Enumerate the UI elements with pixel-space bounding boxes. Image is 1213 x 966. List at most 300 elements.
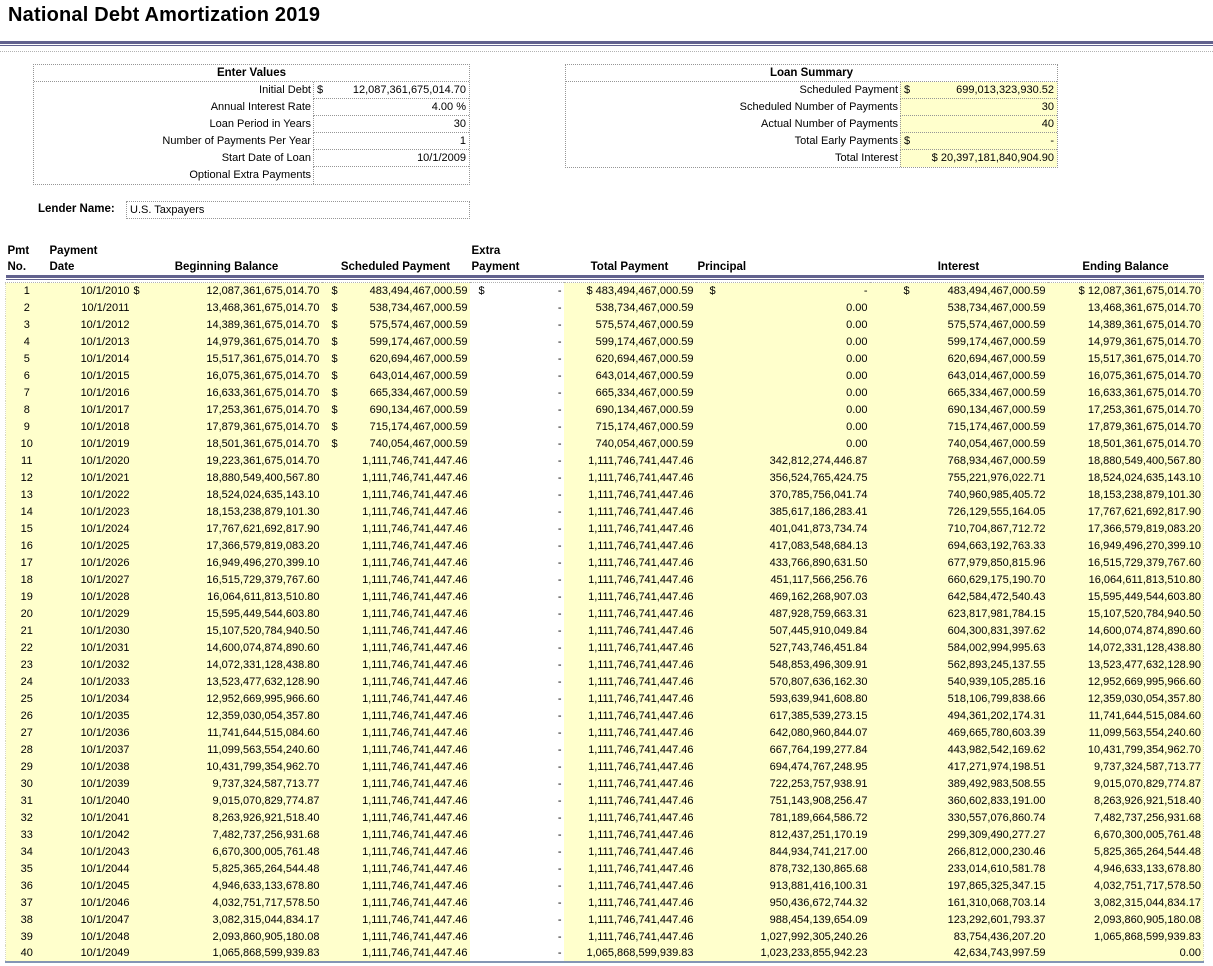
table-cell: $ 483,494,467,000.59 — [322, 282, 470, 299]
table-cell: 1,111,746,741,447.46 — [564, 809, 696, 826]
table-cell: 469,665,780,603.39 — [870, 724, 1048, 741]
table-cell: - — [470, 690, 564, 707]
table-cell: - — [470, 333, 564, 350]
table-cell: 385,617,186,283.41 — [696, 503, 870, 520]
table-cell: 0.00 — [696, 401, 870, 418]
table-cell: 781,189,664,586.72 — [696, 809, 870, 826]
table-cell: - — [470, 758, 564, 775]
table-cell: 14,389,361,675,014.70 — [132, 316, 322, 333]
table-cell: - — [470, 299, 564, 316]
table-cell: 726,129,555,164.05 — [870, 503, 1048, 520]
table-cell: 370,785,756,041.74 — [696, 486, 870, 503]
table-cell: 38 — [6, 911, 48, 928]
table-cell: 18,880,549,400,567.80 — [132, 469, 322, 486]
table-cell: 1,111,746,741,447.46 — [322, 520, 470, 537]
table-cell: 17,366,579,819,083.20 — [132, 537, 322, 554]
table-cell: 740,054,467,000.59 — [870, 435, 1048, 452]
table-header — [6, 243, 1204, 282]
table-cell: - — [470, 486, 564, 503]
table-cell: 1,111,746,741,447.46 — [322, 588, 470, 605]
table-cell: - — [470, 418, 564, 435]
loan-period-input[interactable]: 30 — [313, 116, 469, 133]
table-cell: 667,764,199,277.84 — [696, 741, 870, 758]
table-cell: 1,111,746,741,447.46 — [564, 537, 696, 554]
table-cell: 32 — [6, 809, 48, 826]
table-cell: 5 — [6, 350, 48, 367]
table-cell: 878,732,130,865.68 — [696, 860, 870, 877]
table-cell: 13 — [6, 486, 48, 503]
table-cell: 13,523,477,632,128.90 — [1048, 656, 1204, 673]
table-cell: $ - — [470, 282, 564, 299]
table-cell: $ 575,574,467,000.59 — [322, 316, 470, 333]
table-cell: 16,949,496,270,399.10 — [132, 554, 322, 571]
table-row — [6, 418, 1204, 435]
table-cell: - — [470, 894, 564, 911]
actual-payments-count-value: 40 — [900, 116, 1057, 133]
table-cell: 330,557,076,860.74 — [870, 809, 1048, 826]
table-cell: 1,111,746,741,447.46 — [322, 928, 470, 945]
table-cell: 10/1/2032 — [48, 656, 132, 673]
table-cell: 5,825,365,264,544.48 — [132, 860, 322, 877]
table-cell: 16,064,611,813,510.80 — [1048, 571, 1204, 588]
table-cell: 17,767,621,692,817.90 — [132, 520, 322, 537]
table-cell: 16,633,361,675,014.70 — [132, 384, 322, 401]
table-cell: 1,111,746,741,447.46 — [564, 860, 696, 877]
table-cell: 10/1/2012 — [48, 316, 132, 333]
table-cell: - — [470, 928, 564, 945]
optional-extra-payments-label: Optional Extra Payments — [189, 169, 311, 181]
table-cell: 11,741,644,515,084.60 — [1048, 707, 1204, 724]
table-cell: 1,111,746,741,447.46 — [322, 911, 470, 928]
table-cell: $ 538,734,467,000.59 — [322, 299, 470, 316]
table-cell: 1,111,746,741,447.46 — [564, 588, 696, 605]
table-cell: 18,153,238,879,101.30 — [132, 503, 322, 520]
table-cell: 10/1/2013 — [48, 333, 132, 350]
table-cell: $ 483,494,467,000.59 — [564, 282, 696, 299]
table-cell: 1,111,746,741,447.46 — [564, 452, 696, 469]
table-cell: 10/1/2025 — [48, 537, 132, 554]
table-cell: 433,766,890,631.50 — [696, 554, 870, 571]
table-cell: 9,015,070,829,774.87 — [1048, 775, 1204, 792]
table-row — [6, 826, 1204, 843]
table-cell: 469,162,268,907.03 — [696, 588, 870, 605]
table-cell: 10/1/2038 — [48, 758, 132, 775]
table-cell: 1,111,746,741,447.46 — [564, 741, 696, 758]
table-cell: 1,111,746,741,447.46 — [322, 639, 470, 656]
table-cell: 643,014,467,000.59 — [564, 367, 696, 384]
table-cell: 1,023,233,855,942.23 — [696, 945, 870, 962]
table-cell: 18,501,361,675,014.70 — [1048, 435, 1204, 452]
table-cell: 19 — [6, 588, 48, 605]
total-early-payments-row — [566, 133, 1057, 150]
actual-payments-count-row — [566, 116, 1057, 133]
table-cell: 10/1/2024 — [48, 520, 132, 537]
column-header-date: Payment Date — [49, 245, 98, 273]
table-cell: 1,111,746,741,447.46 — [322, 486, 470, 503]
table-row — [6, 741, 1204, 758]
table-cell: $ 12,087,361,675,014.70 — [1048, 282, 1204, 299]
table-cell: - — [470, 571, 564, 588]
table-row — [6, 792, 1204, 809]
table-cell: 1,111,746,741,447.46 — [564, 724, 696, 741]
table-cell: 443,982,542,169.62 — [870, 741, 1048, 758]
table-cell: 620,694,467,000.59 — [870, 350, 1048, 367]
table-cell: 623,817,981,784.15 — [870, 605, 1048, 622]
table-cell: - — [470, 350, 564, 367]
table-cell: $ 690,134,467,000.59 — [322, 401, 470, 418]
table-cell: 15,517,361,675,014.70 — [132, 350, 322, 367]
table-cell: 4,032,751,717,578.50 — [1048, 877, 1204, 894]
optional-extra-payments-input[interactable] — [313, 167, 469, 184]
table-cell: 123,292,601,793.37 — [870, 911, 1048, 928]
table-cell: $ - — [696, 282, 870, 299]
table-cell: 11,741,644,515,084.60 — [132, 724, 322, 741]
table-cell: 8,263,926,921,518.40 — [1048, 792, 1204, 809]
table-cell: 9,737,324,587,713.77 — [1048, 758, 1204, 775]
table-cell: 10/1/2023 — [48, 503, 132, 520]
table-cell: 266,812,000,230.46 — [870, 843, 1048, 860]
table-cell: 1,111,746,741,447.46 — [322, 843, 470, 860]
table-row — [6, 673, 1204, 690]
table-cell: 18,524,024,635,143.10 — [132, 486, 322, 503]
table-cell: 10/1/2047 — [48, 911, 132, 928]
table-cell: 12,952,669,995,966.60 — [1048, 673, 1204, 690]
table-row — [6, 469, 1204, 486]
table-cell: $ 740,054,467,000.59 — [322, 435, 470, 452]
table-cell: 10/1/2031 — [48, 639, 132, 656]
table-cell: 8 — [6, 401, 48, 418]
table-row — [6, 350, 1204, 367]
table-cell: 1,111,746,741,447.46 — [322, 741, 470, 758]
table-cell: 9 — [6, 418, 48, 435]
table-cell: 10/1/2021 — [48, 469, 132, 486]
table-cell: 1,111,746,741,447.46 — [322, 690, 470, 707]
table-cell: 2 — [6, 299, 48, 316]
column-header-principal: Principal — [697, 261, 747, 273]
table-row — [6, 639, 1204, 656]
table-cell: $ 12,087,361,675,014.70 — [132, 282, 322, 299]
table-cell: 10/1/2020 — [48, 452, 132, 469]
table-cell: 3 — [6, 316, 48, 333]
table-cell: 1,111,746,741,447.46 — [564, 928, 696, 945]
table-cell: 22 — [6, 639, 48, 656]
table-cell: 538,734,467,000.59 — [564, 299, 696, 316]
table-row — [6, 775, 1204, 792]
table-cell: 1,111,746,741,447.46 — [564, 843, 696, 860]
table-cell: 1,111,746,741,447.46 — [564, 911, 696, 928]
table-row — [6, 622, 1204, 639]
table-cell: - — [470, 792, 564, 809]
table-row — [6, 758, 1204, 775]
table-row — [6, 656, 1204, 673]
table-cell: 17,253,361,675,014.70 — [132, 401, 322, 418]
table-row — [6, 537, 1204, 554]
table-cell: 20 — [6, 605, 48, 622]
table-cell: - — [470, 554, 564, 571]
table-cell: 1,111,746,741,447.46 — [322, 809, 470, 826]
table-row — [6, 401, 1204, 418]
table-cell: 1,065,868,599,939.83 — [132, 945, 322, 962]
table-row — [6, 503, 1204, 520]
initial-debt-label: Initial Debt — [259, 84, 311, 96]
table-cell: 10,431,799,354,962.70 — [1048, 741, 1204, 758]
table-cell: 10/1/2046 — [48, 894, 132, 911]
table-cell: 27 — [6, 724, 48, 741]
table-row — [6, 928, 1204, 945]
initial-debt-input[interactable]: $ 12,087,361,675,014.70 — [313, 82, 469, 99]
table-cell: 740,960,985,405.72 — [870, 486, 1048, 503]
table-cell: 28 — [6, 741, 48, 758]
table-cell: 21 — [6, 622, 48, 639]
table-cell: - — [470, 435, 564, 452]
table-cell: 36 — [6, 877, 48, 894]
table-cell: 29 — [6, 758, 48, 775]
start-date-input[interactable]: 10/1/2009 — [313, 150, 469, 167]
table-cell: 3,082,315,044,834.17 — [1048, 894, 1204, 911]
total-interest-value: $ 20,397,181,840,904.90 — [900, 150, 1057, 167]
table-cell: 15,107,520,784,940.50 — [1048, 605, 1204, 622]
table-cell: 1,111,746,741,447.46 — [322, 758, 470, 775]
column-header-scheduled-payment: Scheduled Payment — [340, 261, 451, 273]
table-cell: 10/1/2015 — [48, 367, 132, 384]
table-cell: 494,361,202,174.31 — [870, 707, 1048, 724]
table-cell: 18,153,238,879,101.30 — [1048, 486, 1204, 503]
table-cell: 360,602,833,191.00 — [870, 792, 1048, 809]
table-cell: 10/1/2019 — [48, 435, 132, 452]
table-cell: - — [470, 469, 564, 486]
table-cell: 26 — [6, 707, 48, 724]
table-cell: 18,501,361,675,014.70 — [132, 435, 322, 452]
table-cell: 1,111,746,741,447.46 — [322, 673, 470, 690]
table-cell: 10/1/2036 — [48, 724, 132, 741]
annual-interest-rate-input[interactable]: 4.00 % — [313, 99, 469, 116]
amortization-table — [5, 243, 1204, 963]
table-cell: 4,946,633,133,678.80 — [1048, 860, 1204, 877]
table-cell: 2,093,860,905,180.08 — [1048, 911, 1204, 928]
table-cell: 1,111,746,741,447.46 — [322, 452, 470, 469]
table-cell: 14,979,361,675,014.70 — [132, 333, 322, 350]
table-cell: 642,080,960,844.07 — [696, 724, 870, 741]
table-cell: 1,111,746,741,447.46 — [322, 894, 470, 911]
initial-debt-row — [34, 82, 469, 99]
table-cell: 1,111,746,741,447.46 — [322, 826, 470, 843]
table-cell: 1,111,746,741,447.46 — [564, 469, 696, 486]
table-cell: 10/1/2043 — [48, 843, 132, 860]
table-cell: 7,482,737,256,931.68 — [132, 826, 322, 843]
actual-payments-count-label: Actual Number of Payments — [761, 118, 898, 130]
table-row — [6, 367, 1204, 384]
table-cell: 10/1/2044 — [48, 860, 132, 877]
table-cell: 665,334,467,000.59 — [870, 384, 1048, 401]
table-cell: 10/1/2010 — [48, 282, 132, 299]
table-cell: 197,865,325,347.15 — [870, 877, 1048, 894]
table-row — [6, 520, 1204, 537]
table-cell: $ 599,174,467,000.59 — [322, 333, 470, 350]
table-cell: 16 — [6, 537, 48, 554]
table-cell: 15 — [6, 520, 48, 537]
table-cell: 694,663,192,763.33 — [870, 537, 1048, 554]
table-cell: 233,014,610,581.78 — [870, 860, 1048, 877]
table-cell: 14,072,331,128,438.80 — [1048, 639, 1204, 656]
table-cell: - — [470, 945, 564, 962]
loan-summary-title: Loan Summary — [566, 65, 1057, 82]
lender-name-field[interactable]: U.S. Taxpayers — [126, 201, 470, 219]
table-cell: 4 — [6, 333, 48, 350]
table-cell: - — [470, 826, 564, 843]
table-cell: 9,015,070,829,774.87 — [132, 792, 322, 809]
table-cell: 1 — [6, 282, 48, 299]
table-cell: - — [470, 401, 564, 418]
table-cell: 10/1/2016 — [48, 384, 132, 401]
table-row — [6, 911, 1204, 928]
loan-period-label: Loan Period in Years — [209, 118, 311, 130]
table-cell: - — [470, 809, 564, 826]
column-header-beginning-balance: Beginning Balance — [174, 261, 279, 273]
table-cell: 15,107,520,784,940.50 — [132, 622, 322, 639]
optional-extra-payments-row — [34, 167, 469, 184]
column-header-payment: Extra Payment — [471, 245, 520, 273]
loan-period-row — [34, 116, 469, 133]
table-cell: 690,134,467,000.59 — [870, 401, 1048, 418]
table-row — [6, 299, 1204, 316]
table-cell: 7,482,737,256,931.68 — [1048, 809, 1204, 826]
table-cell: 1,065,868,599,939.83 — [564, 945, 696, 962]
table-cell: 13,468,361,675,014.70 — [132, 299, 322, 316]
table-cell: - — [470, 775, 564, 792]
table-row — [6, 316, 1204, 333]
loan-summary-panel — [565, 64, 1058, 168]
table-cell: - — [470, 911, 564, 928]
table-cell: 690,134,467,000.59 — [564, 401, 696, 418]
table-cell: 10/1/2039 — [48, 775, 132, 792]
table-cell: 16,633,361,675,014.70 — [1048, 384, 1204, 401]
table-cell: - — [470, 707, 564, 724]
annual-interest-rate-row — [34, 99, 469, 116]
table-cell: 4,946,633,133,678.80 — [132, 877, 322, 894]
table-row — [6, 282, 1204, 299]
table-row — [6, 945, 1204, 962]
scheduled-payments-count-label: Scheduled Number of Payments — [739, 101, 898, 113]
table-row — [6, 707, 1204, 724]
table-cell: 1,111,746,741,447.46 — [322, 877, 470, 894]
table-cell: 10/1/2033 — [48, 673, 132, 690]
table-cell: 10/1/2018 — [48, 418, 132, 435]
table-cell: 16,515,729,379,767.60 — [1048, 554, 1204, 571]
table-cell: 1,111,746,741,447.46 — [564, 554, 696, 571]
table-cell: 950,436,672,744.32 — [696, 894, 870, 911]
table-cell: 1,027,992,305,240.26 — [696, 928, 870, 945]
table-cell: $ 483,494,467,000.59 — [870, 282, 1048, 299]
table-row — [6, 452, 1204, 469]
table-cell: 1,111,746,741,447.46 — [322, 571, 470, 588]
table-cell: 11 — [6, 452, 48, 469]
table-cell: 25 — [6, 690, 48, 707]
table-cell: 3,082,315,044,834.17 — [132, 911, 322, 928]
table-cell: 11,099,563,554,240.60 — [132, 741, 322, 758]
table-cell: 10/1/2027 — [48, 571, 132, 588]
scheduled-payment-row — [566, 82, 1057, 99]
table-cell: 30 — [6, 775, 48, 792]
table-row — [6, 877, 1204, 894]
table-cell: 1,111,746,741,447.46 — [564, 877, 696, 894]
table-cell: 0.00 — [696, 367, 870, 384]
table-cell: 5,825,365,264,544.48 — [1048, 843, 1204, 860]
table-cell: 1,111,746,741,447.46 — [564, 894, 696, 911]
table-cell: 599,174,467,000.59 — [870, 333, 1048, 350]
table-cell: - — [470, 537, 564, 554]
table-cell: - — [470, 588, 564, 605]
table-cell: 740,054,467,000.59 — [564, 435, 696, 452]
table-cell: 751,143,908,256.47 — [696, 792, 870, 809]
page-break-dotted-line — [0, 51, 1213, 52]
table-cell: 1,111,746,741,447.46 — [322, 622, 470, 639]
table-cell: 14,979,361,675,014.70 — [1048, 333, 1204, 350]
lender-name-label: Lender Name: — [38, 203, 115, 215]
column-header-total-payment: Total Payment — [590, 261, 669, 273]
table-cell: 417,083,548,684.13 — [696, 537, 870, 554]
table-cell: 37 — [6, 894, 48, 911]
table-cell: 1,111,746,741,447.46 — [564, 656, 696, 673]
table-cell: 17,366,579,819,083.20 — [1048, 520, 1204, 537]
table-row — [6, 588, 1204, 605]
table-cell: 575,574,467,000.59 — [564, 316, 696, 333]
table-cell: 620,694,467,000.59 — [564, 350, 696, 367]
table-cell: 40 — [6, 945, 48, 962]
table-cell: 10 — [6, 435, 48, 452]
table-cell: 1,111,746,741,447.46 — [322, 656, 470, 673]
table-cell: 1,111,746,741,447.46 — [564, 758, 696, 775]
table-cell: 4,032,751,717,578.50 — [132, 894, 322, 911]
table-cell: 417,271,974,198.51 — [870, 758, 1048, 775]
table-cell: 584,002,994,995.63 — [870, 639, 1048, 656]
payments-per-year-input[interactable]: 1 — [313, 133, 469, 150]
table-cell: 715,174,467,000.59 — [870, 418, 1048, 435]
table-row — [6, 894, 1204, 911]
annual-interest-rate-label: Annual Interest Rate — [210, 101, 311, 113]
table-cell: 643,014,467,000.59 — [870, 367, 1048, 384]
table-cell: 161,310,068,703.14 — [870, 894, 1048, 911]
table-cell: - — [470, 452, 564, 469]
scheduled-payments-count-value: 30 — [900, 99, 1057, 116]
table-cell: 12,359,030,054,357.80 — [1048, 690, 1204, 707]
table-cell: 24 — [6, 673, 48, 690]
table-cell: 401,041,873,734.74 — [696, 520, 870, 537]
table-cell: 665,334,467,000.59 — [564, 384, 696, 401]
table-cell: 15,595,449,544,603.80 — [132, 605, 322, 622]
table-cell: 913,881,416,100.31 — [696, 877, 870, 894]
table-cell: 14,389,361,675,014.70 — [1048, 316, 1204, 333]
table-cell: 694,474,767,248.95 — [696, 758, 870, 775]
table-cell: 12,359,030,054,357.80 — [132, 707, 322, 724]
table-cell: 1,111,746,741,447.46 — [564, 707, 696, 724]
table-cell: - — [470, 384, 564, 401]
table-cell: 10,431,799,354,962.70 — [132, 758, 322, 775]
column-header-interest: Interest — [937, 261, 980, 273]
table-cell: 1,111,746,741,447.46 — [322, 707, 470, 724]
table-cell: 16,515,729,379,767.60 — [132, 571, 322, 588]
table-cell: 755,221,976,022.71 — [870, 469, 1048, 486]
payments-per-year-row — [34, 133, 469, 150]
table-cell: - — [470, 877, 564, 894]
table-cell: 1,111,746,741,447.46 — [564, 622, 696, 639]
table-cell: 0.00 — [1048, 945, 1204, 962]
table-cell: 2,093,860,905,180.08 — [132, 928, 322, 945]
table-cell: 1,111,746,741,447.46 — [564, 690, 696, 707]
table-cell: 1,111,746,741,447.46 — [322, 554, 470, 571]
table-cell: 593,639,941,608.80 — [696, 690, 870, 707]
table-cell: 844,934,741,217.00 — [696, 843, 870, 860]
table-cell: 17,879,361,675,014.70 — [132, 418, 322, 435]
